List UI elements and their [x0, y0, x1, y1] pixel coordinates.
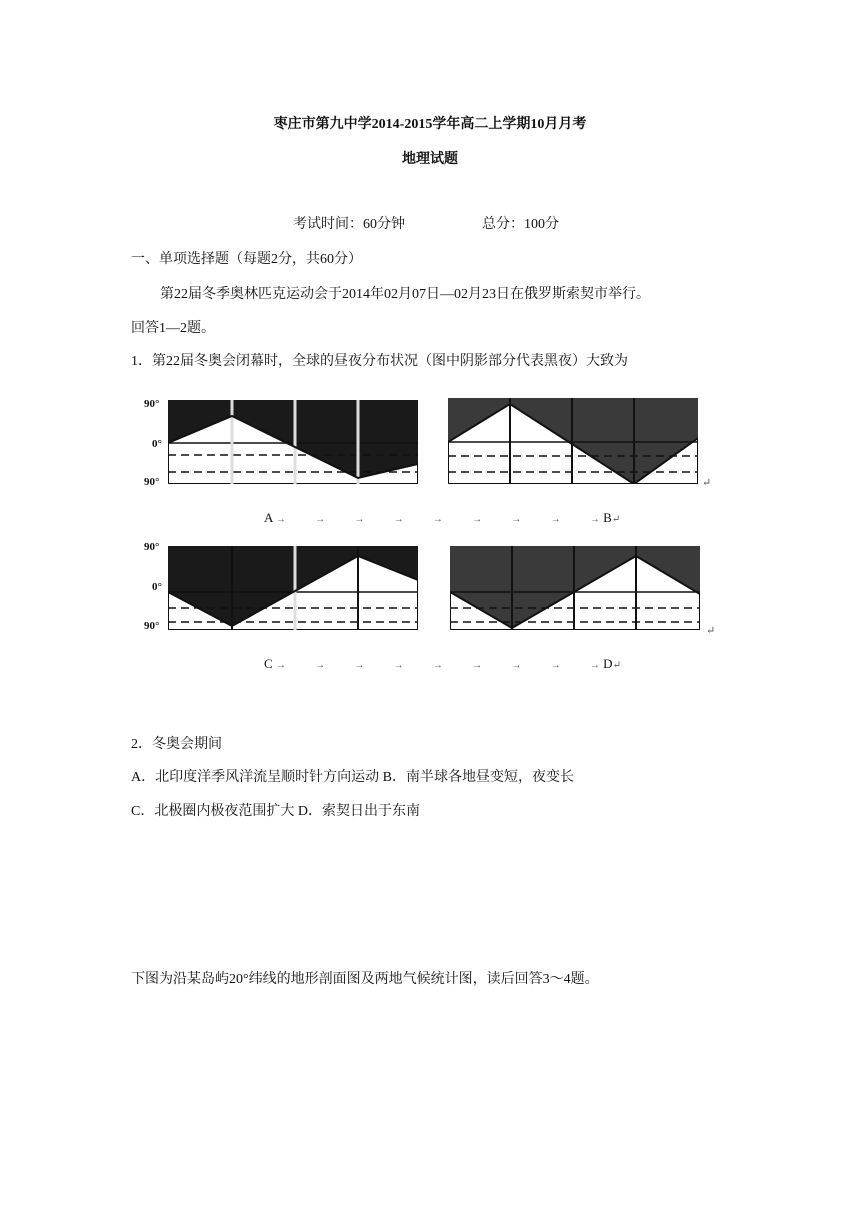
arrow-icon: →	[432, 660, 443, 671]
arrow-icon: →	[511, 514, 522, 525]
intro-line-2: 回答1—2题。	[131, 321, 215, 336]
arrow-icon: →	[393, 514, 404, 525]
section-heading: 一、单项选择题（每题2分，共60分）	[131, 252, 362, 267]
question-1: 1．第22届冬奥会闭幕时，全球的昼夜分布状况（图中阴影部分代表黑夜）大致为	[131, 354, 628, 369]
return-mark: ↵	[702, 477, 712, 489]
lat-label-90-bottom: 90°	[144, 620, 160, 632]
arrow-icon: →	[432, 514, 443, 525]
row1-label-line	[264, 510, 620, 526]
label-d: D	[603, 656, 613, 671]
label-a: A	[264, 510, 273, 525]
arrow-icon: →	[275, 514, 286, 525]
arrow-icon: →	[589, 514, 600, 525]
arrow-icon: →	[354, 514, 365, 525]
question-2-options-ab: A．北印度洋季风洋流呈顺时针方向运动 B．南半球各地昼变短，夜变长	[131, 770, 574, 785]
return-mark: ↵	[612, 660, 621, 671]
document-title: 枣庄市第九中学2014-2015学年高二上学期10月月考	[273, 117, 587, 132]
questions-3-4-intro: 下图为沿某岛屿20°纬线的地形剖面图及两地气候统计图，读后回答3～4题。	[131, 972, 599, 987]
total-score: 总分：100分	[482, 217, 559, 232]
arrow-icon: →	[354, 660, 365, 671]
arrow-icon: →	[315, 514, 326, 525]
document-subtitle: 地理试题	[402, 152, 458, 167]
label-b: B	[603, 510, 612, 525]
arrow-icon: →	[275, 660, 286, 671]
label-c: C	[264, 656, 273, 671]
return-mark: ↵	[706, 625, 716, 637]
lat-label-0: 0°	[152, 581, 162, 593]
exam-time: 考试时间：60分钟	[293, 217, 405, 232]
question-2-stem: 2．冬奥会期间	[131, 737, 222, 752]
arrow-icon: →	[550, 660, 561, 671]
return-mark: ↵	[611, 514, 621, 525]
row2-label-line	[264, 656, 621, 672]
arrow-icon: →	[511, 660, 522, 671]
diagram-a	[168, 400, 418, 484]
arrow-icon: →	[589, 660, 600, 671]
lat-label-90-top: 90°	[144, 541, 160, 553]
arrow-icon: →	[550, 514, 561, 525]
lat-label-90-bottom: 90°	[144, 476, 160, 488]
diagram-d	[450, 546, 700, 630]
arrow-icon: →	[393, 660, 404, 671]
arrow-icon: →	[472, 514, 483, 525]
intro-line-1: 第22届冬季奥林匹克运动会于2014年02月07日—02月23日在俄罗斯索契市举行。	[160, 287, 650, 302]
lat-label-0: 0°	[152, 438, 162, 450]
arrow-icon: →	[472, 660, 483, 671]
question-2-options-cd: C．北极圈内极夜范围扩大 D．索契日出于东南	[131, 804, 420, 819]
lat-label-90-top: 90°	[144, 398, 160, 410]
arrow-icon: →	[315, 660, 326, 671]
diagram-c	[168, 546, 418, 630]
day-night-figure	[140, 392, 720, 682]
diagram-b	[448, 398, 698, 484]
